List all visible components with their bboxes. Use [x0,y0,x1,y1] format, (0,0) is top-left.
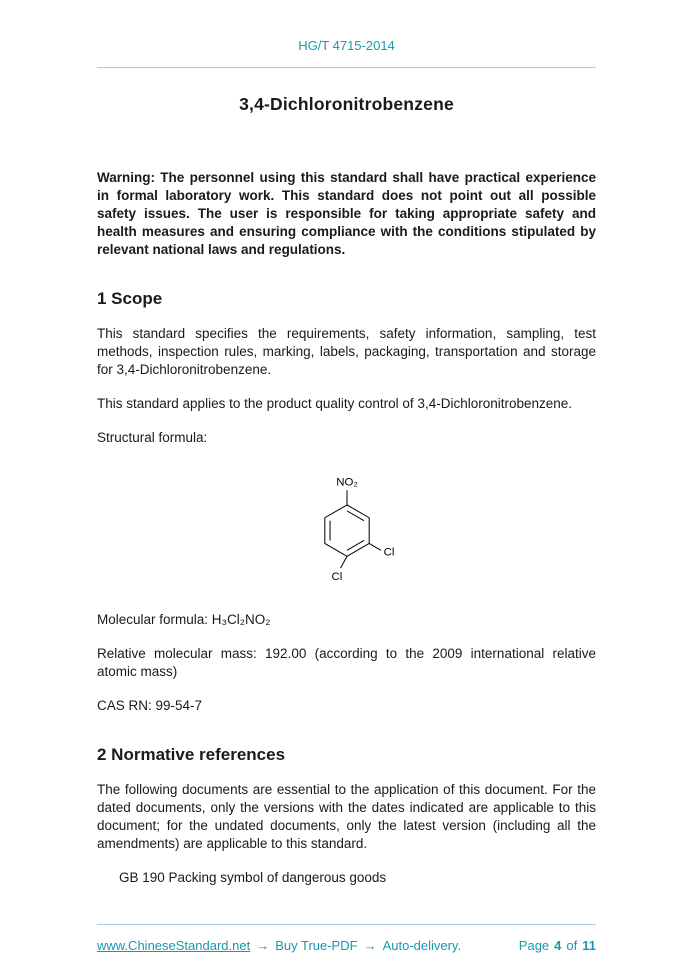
total-page-number: 11 [582,938,596,953]
of-label: of [566,938,578,953]
warning-paragraph: Warning: The personnel using this standard shall have practical experience in formal laboratory work. This standard does not point out all possible safety issues. The user is responsible for taking appropriate safety and health measures and ensuring compliance with the conditions stipulated by relevant national laws and regulations. [97,170,596,257]
structural-formula-figure [287,457,407,595]
cas-number: CAS RN: 99-54-7 [97,698,203,713]
page-footer [97,924,596,953]
scope-paragraph-2: This standard applies to the product quality control of 3,4-Dichloronitrobenzene. [97,396,573,411]
arrow-icon: → [256,938,270,953]
section-scope-heading: 1 Scope [97,289,163,308]
page-indicator [519,938,596,953]
buy-pdf-label: Buy True-PDF [275,938,358,953]
benzene-ring [324,505,368,556]
bond-to-chlorine-right [369,543,381,550]
double-bond-inner-2 [347,540,364,550]
chlorine-label-bottom: Cl [331,571,342,584]
standard-code: HG/T 4715-2014 [298,38,395,53]
structural-formula-diagram [292,457,402,595]
auto-delivery-label: Auto-delivery. [382,938,462,953]
bond-to-chlorine-bottom [340,556,346,568]
nitro-group-label: NO₂ [335,476,358,489]
normative-reference-gb190: GB 190 Packing symbol of dangerous goods [119,870,387,885]
arrow-icon: → [363,938,377,953]
document-title: 3,4-Dichloronitrobenzene [239,94,454,114]
relative-molecular-mass: Relative molecular mass: 192.00 (according to the 2009 international relative atomic mass) [97,646,596,679]
structural-formula-label: Structural formula: [97,430,208,445]
section-normative-heading: 2 Normative references [97,745,286,764]
molecular-formula: Molecular formula: H₃Cl₂NO₂ [97,612,271,627]
current-page-number: 4 [554,938,562,953]
page-label: Page [518,938,550,953]
chlorine-label-right: Cl [383,546,394,559]
double-bond-inner-1 [347,511,364,521]
footer-links [97,938,461,953]
site-link[interactable]: www.ChineseStandard.net [97,938,251,953]
header-divider [97,67,596,68]
normative-paragraph-1: The following documents are essential to the application of this document. For the dated documents, only the versions with the dates indicated are applicable to this document; for the undated documents, only the latest version (including all the amendments) are applicable to this standard. [97,782,596,851]
scope-paragraph-1: This standard specifies the requirements, safety information, sampling, test methods, inspection rules, marking, labels, packaging, transportation and storage for 3,4-Dichloronitrobenzene. [97,326,596,377]
